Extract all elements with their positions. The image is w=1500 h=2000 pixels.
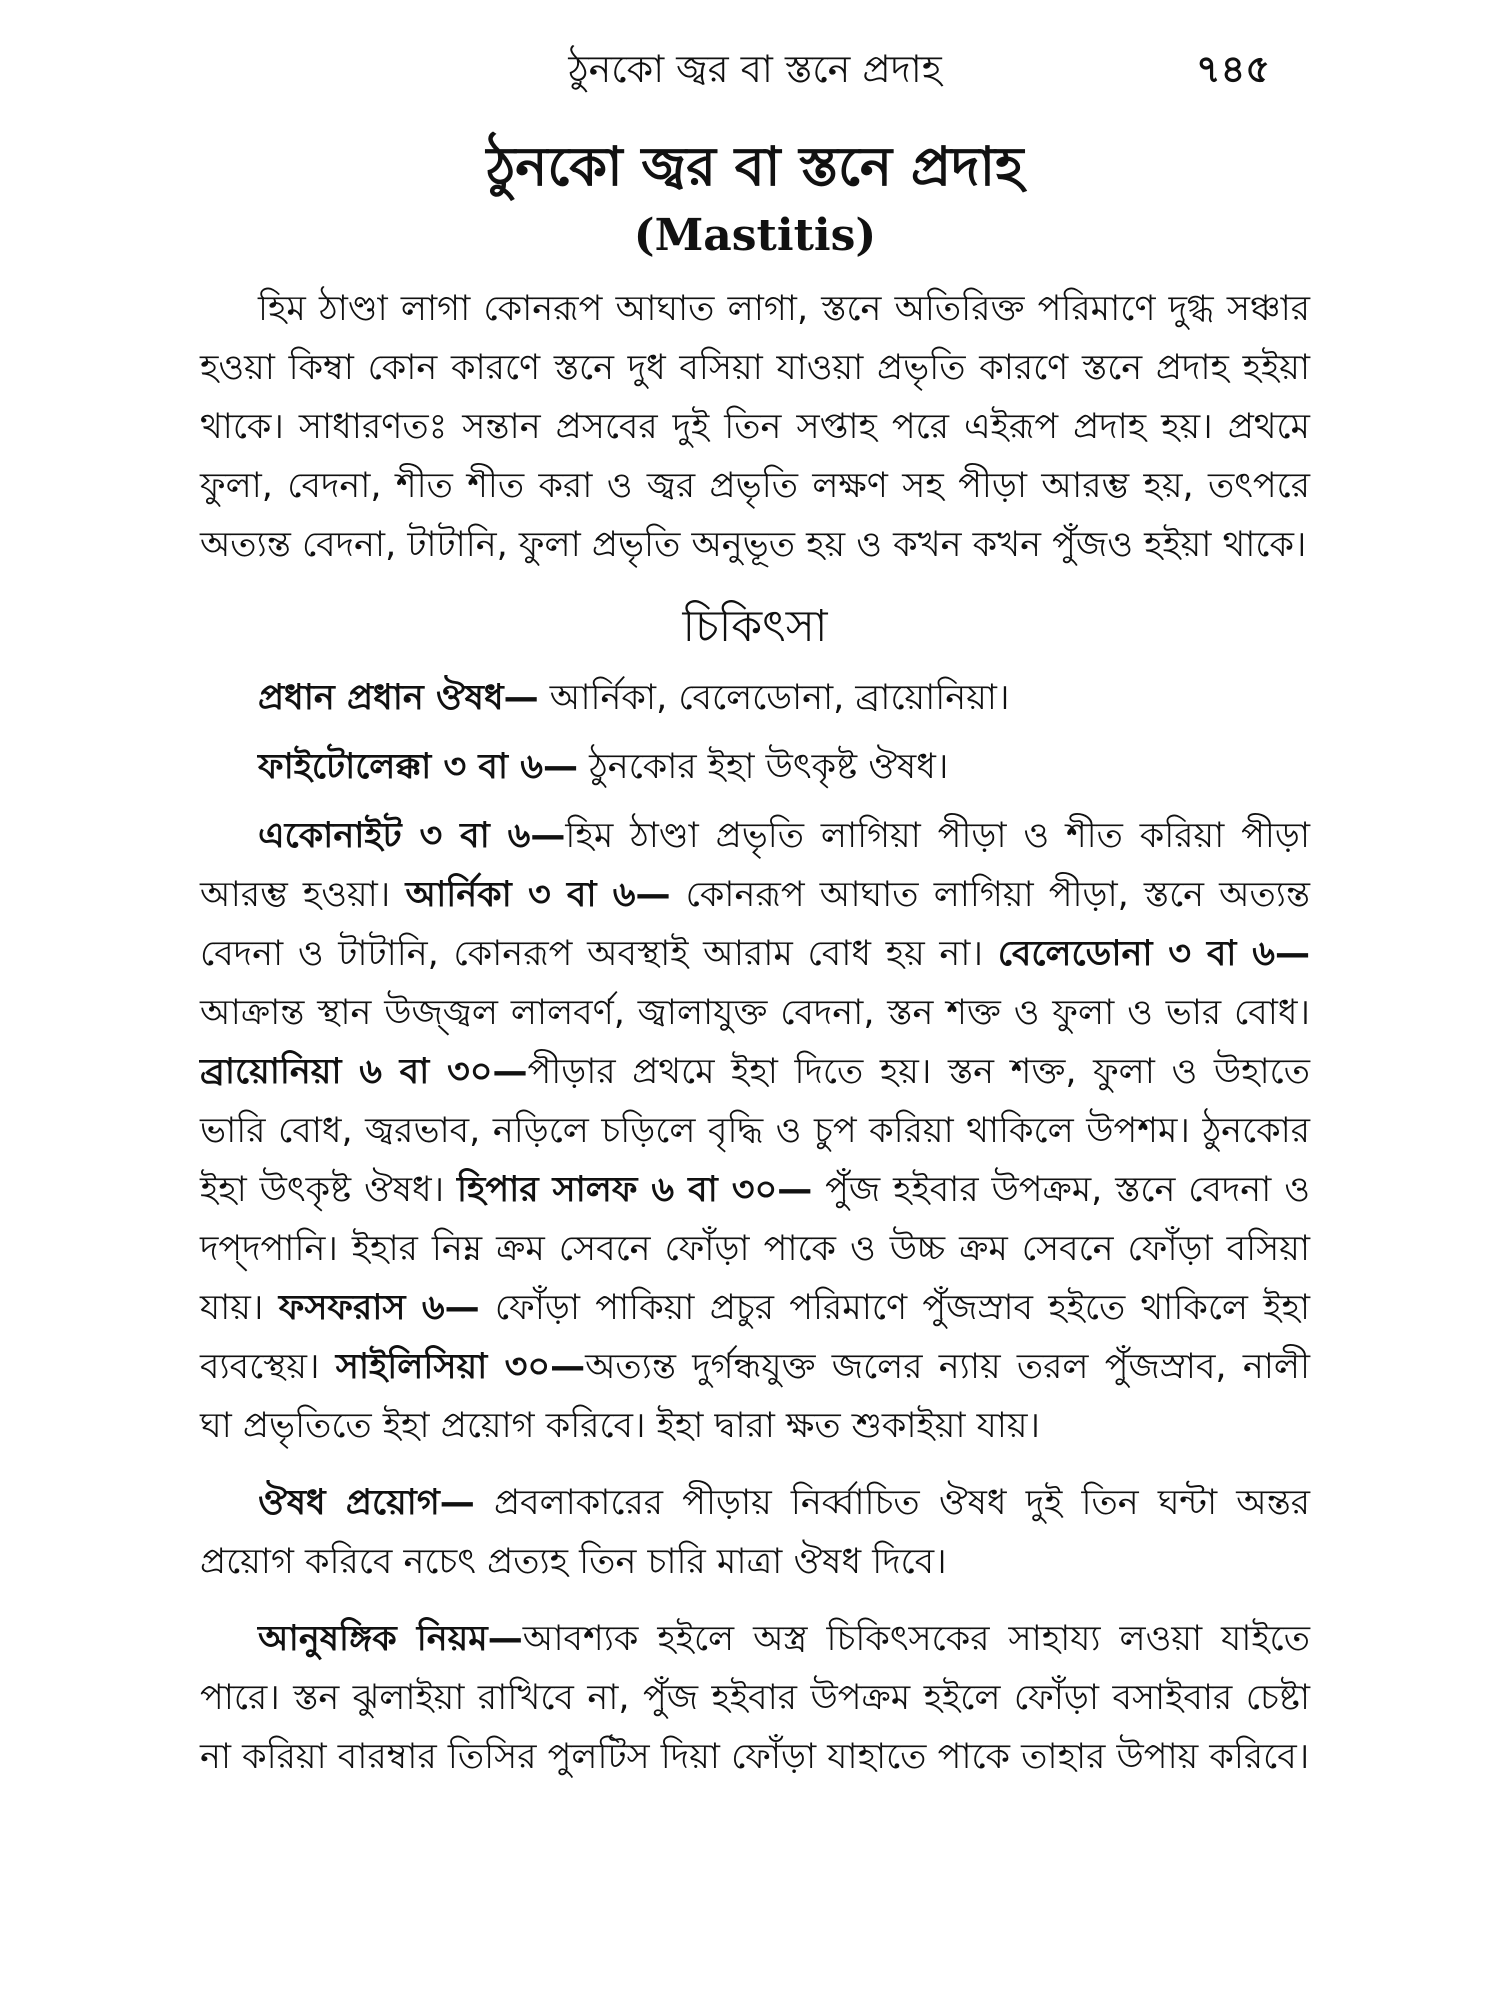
auxiliary-rules-paragraph xyxy=(200,1610,1310,1787)
silicea-text: অত্যন্ত দুর্গন্ধযুক্ত জলের ন্যায় তরল পুঁজস্রাব, নালী ঘা প্রভৃতিতে ইহা প্রয়োগ করিবে। ইহা দ্বারা ক্ষত শুকাইয়া যায়। xyxy=(200,1347,1310,1446)
phytolacca-paragraph xyxy=(200,738,1310,797)
intro-paragraph: হিম ঠাণ্ডা লাগা কোনরূপ আঘাত লাগা, স্তনে অতিরিক্ত পরিমাণে দুগ্ধ সঞ্চার হওয়া কিম্বা কোন কারণে স্তনে দুধ বসিয়া যাওয়া প্রভৃতি কারণে স্তনে প্রদাহ হইয়া থাকে। সাধারণতঃ সন্তান প্রসবের দুই তিন সপ্তাহ পরে এইরূপ প্রদাহ হয়। প্রথমে ফুলা, বেদনা, শীত শীত করা ও জ্বর প্রভৃতি লক্ষণ সহ পীড়া আরম্ভ হয়, তৎপরে অত্যন্ত বেদনা, টাটানি, ফুলা প্রভৃতি অনুভূত হয় ও কখন কখন পুঁজও হইয়া থাকে। xyxy=(200,289,1310,565)
chapter-subtitle: (Mastitis) xyxy=(633,210,877,261)
arnica-label: আর্নিকা ৩ বা ৬— xyxy=(405,875,671,915)
running-header xyxy=(200,30,1310,90)
auxiliary-rules-text: আবশ্যক হইলে অস্ত্র চিকিৎসকের সাহায্য লওয়া যাইতে পারে। স্তন ঝুলাইয়া রাখিবে না, পুঁজ হইবার উপক্রম হইলে ফোঁড়া বসাইবার চেষ্টা না করিয়া বারম্বার তিসির পুলটিস দিয়া ফোঁড়া যাহাতে পাকে তাহার উপায় করিবে। xyxy=(200,1619,1310,1777)
treatment-heading: চিকিৎসা xyxy=(682,601,828,652)
arnica-text: কোনরূপ আঘাত লাগিয়া পীড়া, স্তনে অত্যন্ত বেদনা ও টাটানি, কোনরূপ অবস্থাই আরাম বোধ হয় না। xyxy=(200,875,1311,974)
aconite-label: একোনাইট ৩ বা ৬— xyxy=(258,816,566,856)
administration-text: প্রবলাকারের পীড়ায় নির্ব্বাচিত ঔষধ দুই তিন ঘন্টা অন্তর প্রয়োগ করিবে নচেৎ প্রত্যহ তিন চারি মাত্রা ঔষধ দিবে। xyxy=(200,1483,1310,1582)
main-medicines-paragraph xyxy=(200,669,1310,728)
administration-label: ঔষধ প্রয়োগ— xyxy=(258,1483,475,1523)
phytolacca-label: ফাইটোলেক্কা ৩ বা ৬— xyxy=(258,747,578,787)
aconite-text: হিম ঠাণ্ডা প্রভৃতি লাগিয়া পীড়া ও শীত করিয়া পীড়া আরম্ভ হওয়া। xyxy=(200,816,1310,915)
auxiliary-rules-label: আনুষঙ্গিক নিয়ম— xyxy=(258,1619,523,1659)
belladonna-text: আক্রান্ত স্থান উজ্জ্বল লালবর্ণ, জ্বালাযুক্ত বেদনা, স্তন শক্ত ও ফুলা ও ভার বোধ। xyxy=(200,993,1310,1033)
running-title: ঠুনকো জ্বর বা স্তনে প্রদাহ xyxy=(568,47,942,91)
belladonna-label: বেলেডোনা ৩ বা ৬— xyxy=(997,934,1310,974)
main-medicines-text: আর্নিকা, বেলেডোনা, ব্রায়োনিয়া। xyxy=(538,678,1010,718)
phytolacca-text: ঠুনকোর ইহা উৎকৃষ্ট ঔষধ। xyxy=(577,747,949,787)
page-number: ৭৪৫ xyxy=(1195,47,1270,91)
hepar-sulph-label: হিপার সালফ ৬ বা ৩০— xyxy=(457,1170,813,1210)
bryonia-label: ব্রায়োনিয়া ৬ বা ৩০— xyxy=(200,1052,528,1092)
chapter-title: ঠুনকো জ্বর বা স্তনে প্রদাহ xyxy=(486,135,1024,198)
bryonia-text: পীড়ার প্রথমে ইহা দিতে হয়। স্তন শক্ত, ফুলা ও উহাতে ভারি বোধ, জ্বরভাব, নড়িলে চড়িলে বৃদ্ধি ও চুপ করিয়া থাকিলে উপশম। ঠুনকোর ইহা উৎকৃষ্ট ঔষধ। xyxy=(200,1052,1310,1210)
phosphorus-text: ফোঁড়া পাকিয়া প্রচুর পরিমাণে পুঁজস্রাব হইতে থাকিলে ইহা ব্যবস্থেয়। xyxy=(200,1288,1310,1387)
main-medicines-label: প্রধান প্রধান ঔষধ— xyxy=(258,678,539,718)
silicea-label: সাইলিসিয়া ৩০— xyxy=(335,1347,586,1387)
book-page xyxy=(200,30,1310,1970)
hepar-sulph-text: পুঁজ হইবার উপক্রম, স্তনে বেদনা ও দপ্‌দপানি। ইহার নিম্ন ক্রম সেবনে ফোঁড়া পাকে ও উচ্চ ক্রম সেবনে ফোঁড়া বসিয়া যায়। xyxy=(200,1170,1310,1328)
administration-paragraph xyxy=(200,1474,1310,1592)
remedies-paragraph xyxy=(200,807,1310,1456)
phosphorus-label: ফসফরাস ৬— xyxy=(278,1288,480,1328)
